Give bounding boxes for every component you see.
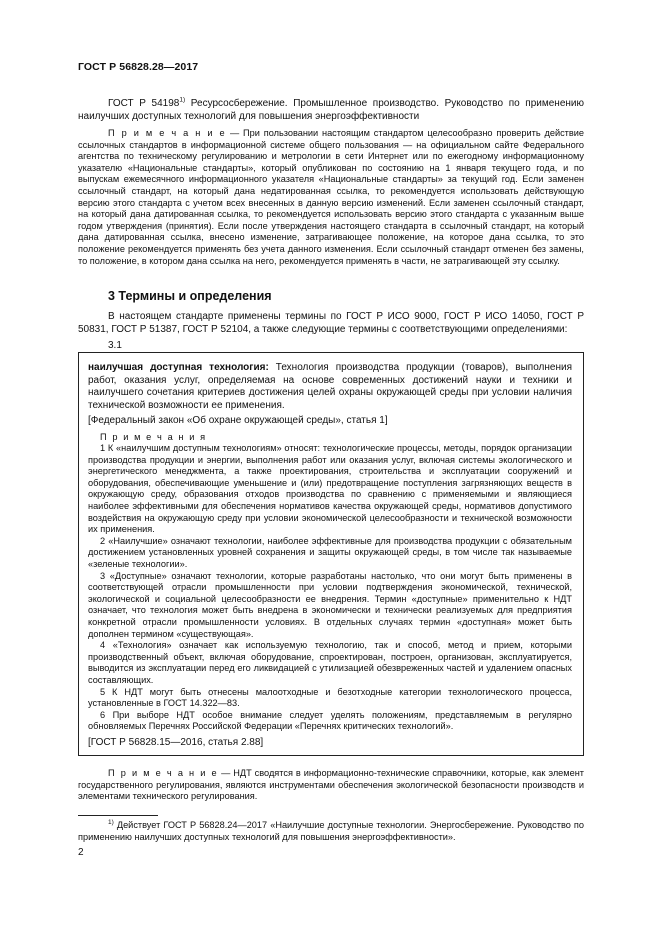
- note-text: — НДТ сводятся в информационно-технические справочники, которые, как элемент государственного регулирования, являются инструментами обеспечения экологической безопасности производств и элементами технического регулирования.: [78, 768, 584, 802]
- note-item: 1 К «наилучшим доступным технологиям» относят: технологические процессы, методы, порядок организации производства продукции и энергии, выполнения работ или оказания услуг, включая системы экологического и энергетического менеджмента, а также проектирования, строительства и эксплуатации сооружений и оборудования, обеспечивающие уменьшение и (или) предотвращение поступления загрязняющих веществ в окружающую среду, образования отходов производства по сравнению с применяемыми и являющиеся наиболее эффективными для обеспечения нормативов качества окружающей среды, нормативов допустимого воздействия на окружающую среду при условии экономической целесообразности и технической возможности их применения.: [88, 443, 572, 535]
- term-number: 3.1: [108, 340, 122, 351]
- page-number: 2: [78, 847, 84, 858]
- term-name: наилучшая доступная технология:: [88, 362, 269, 373]
- note-item: 4 «Технология» означает как используемую технологию, так и способ, метод и прием, которыми производственный объект, включая оборудование, спроектирован, построен, организован, эксплуатируется, выводится из эксплуатации перед его ликвидацией с утилизацией обезвреженных частей и удалением опасных составляющих.: [88, 640, 572, 685]
- reference-title: Ресурсосбережение. Промышленное производство. Руководство по применению наилучших доступных технологий для повышения энергоэффективности: [78, 98, 584, 122]
- note-label: П р и м е ч а н и е: [108, 768, 219, 778]
- footnote-separator: [78, 815, 158, 816]
- section-title: 3 Термины и определения: [108, 289, 272, 303]
- footnote-text: Действует ГОСТ Р 56828.24—2017 «Наилучшие доступные технологии. Энергосбережение. Руководство по применению наилучших доступных технологий для повышения энергоэффективности».: [78, 820, 584, 842]
- closing-note: [78, 768, 584, 803]
- note-item: 2 «Наилучшие» означают технологии, наиболее эффективные для производства продукции с обязательным достижением установленных уровней сохранения и защиты окружающей среды, в том числе так называемые «зеленые технологии».: [88, 535, 572, 570]
- term-source: [ГОСТ Р 56828.15—2016, статья 2.88]: [88, 736, 264, 748]
- document-header: ГОСТ Р 56828.28—2017: [78, 61, 199, 73]
- term-source: [Федеральный закон «Об охране окружающей среды», статья 1]: [88, 415, 388, 426]
- normative-reference: [78, 98, 584, 123]
- notes-label: П р и м е ч а н и я: [100, 431, 207, 442]
- note-item: 5 К НДТ могут быть отнесены малоотходные и безотходные категории технологического процесса, установленные в ГОСТ 14.322—83.: [88, 686, 572, 709]
- note-item: 6 При выборе НДТ особое внимание следует уделять положениям, представляемым в регулярно обновляемых Перечнях Российской Федерации «Перечнях критических технологий».: [88, 709, 572, 732]
- note-item: 3 «Доступные» означают технологии, которые разработаны настолько, что они могут быть применены в соответствующей отрасли промышленности при условии подтверждения экономической, технической, экологической и социальной целесообразности ее внедрения. Термин «доступные» применительно к НДТ означает, что технология может быть внедрена в экономически и технически реализуемых для предприятия конкретной отрасли промышленности условиях. В отдельных случаях термин «доступная» может быть дополнен термином «существующая».: [88, 570, 572, 639]
- note-label: П р и м е ч а н и е: [108, 128, 227, 138]
- footnote-mark: 1): [108, 818, 114, 826]
- term-text: Технология производства продукции (товаров), выполнения работ, оказания услуг, определяемая на основе современных достижений науки и техники и наилучшего сочетания критериев достижения целей охраны окружающей среды при условии наличия технической возможности ее применения.: [88, 362, 572, 411]
- reference-code: ГОСТ Р 54198: [108, 98, 180, 109]
- term-definition-box: [78, 352, 584, 756]
- footnote-mark: 1): [179, 96, 186, 104]
- section-lead: В настоящем стандарте применены термины по ГОСТ Р ИСО 9000, ГОСТ Р ИСО 14050, ГОСТ Р 50831, ГОСТ Р 51387, ГОСТ Р 52104, а также следующие термины с соответствующими определениями:: [78, 311, 584, 335]
- footnote: [78, 820, 584, 843]
- note-text: — При пользовании настоящим стандартом целесообразно проверить действие ссылочных стандартов в информационной системе общего пользования — на официальном сайте Федерального агентства по техническому регулированию и метрологии в сети Интернет или по ежегодному информационному указателю «Национальные стандарты», который опубликован по состоянию на 1 января текущего года, и по выпускам ежемесячного информационного указателя «Национальные стандарты» за текущий год. Если заменен ссылочный стандарт, на который дана недатированная ссылка, то рекомендуется использовать действующую версию этого стандарта с учетом всех внесенных в данную версию изменений. Если заменен ссылочный стандарт, на который дана датированная ссылка, то рекомендуется использовать версию этого стандарта с указанным выше годом утверждения (принятия). Если после утверждения настоящего стандарта в ссылочный стандарт, на который дана датированная ссылка, внесено изменение, затрагивающее положение, на которое дана ссылка, то это положение рекомендуется применять без учета данного изменения. Если ссылочный стандарт отменен без замены, то положение, в котором дана ссылка на него, рекомендуется применять в части, не затрагивающей эту ссылку.: [78, 128, 584, 266]
- term-definition: [88, 362, 572, 412]
- reference-note: [78, 128, 584, 267]
